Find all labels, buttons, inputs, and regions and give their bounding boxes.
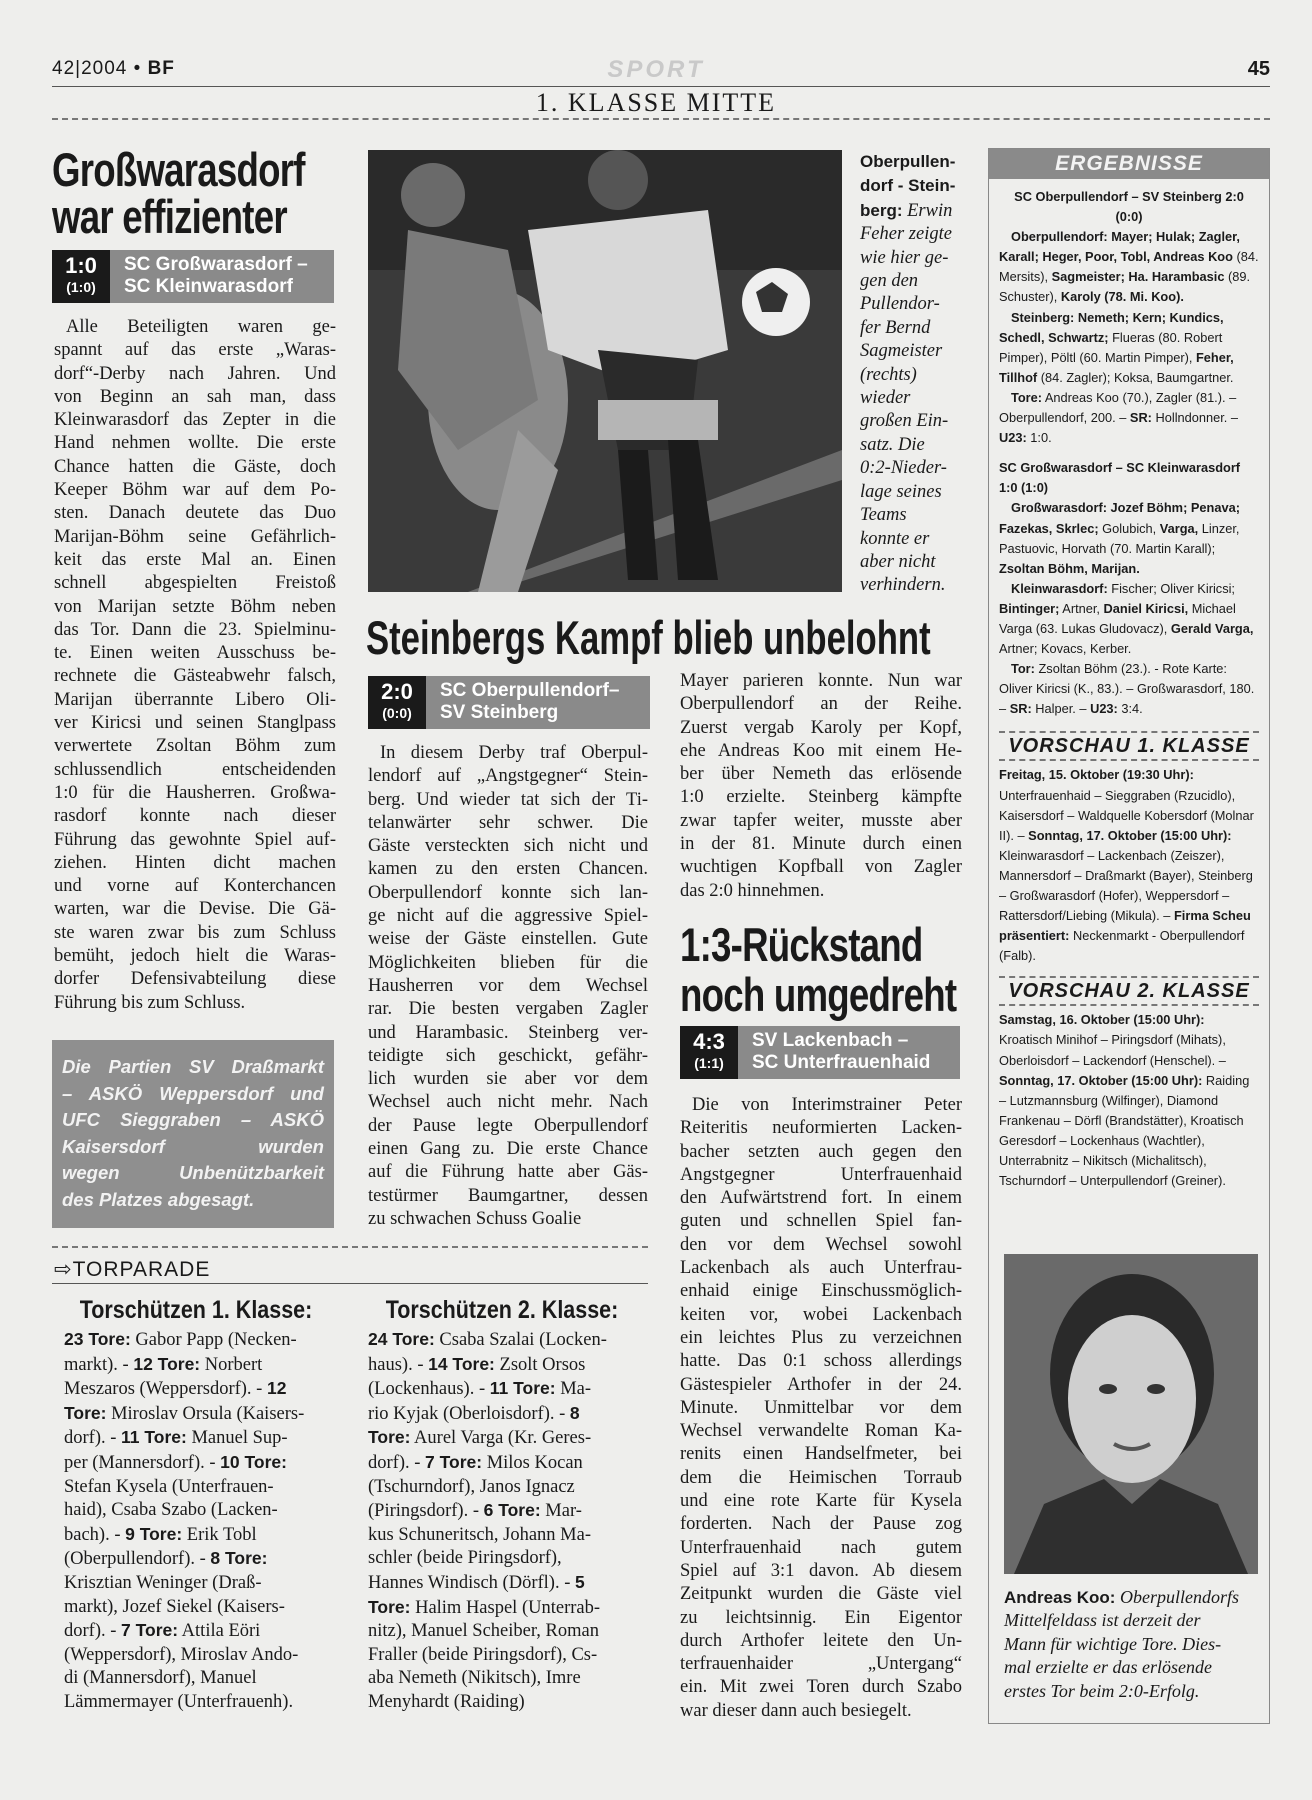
text-line: und eine rote Karte für Kysela (680, 1491, 962, 1512)
text-line: und vorne auf Konterchancen (54, 876, 336, 897)
text-line: ziehen. Hinten dicht machen (54, 852, 336, 873)
team-away: SC Kleinwarasdorf (124, 276, 293, 297)
article1-body (54, 316, 336, 1015)
paper-name: BF (147, 58, 175, 79)
text-line: in der 81. Minute durch einen (680, 834, 962, 855)
caption-line: verhindern. (860, 575, 946, 596)
caption-line: Oberpullendorfs (1115, 1587, 1239, 1607)
list-item: 23 Tore: Gabor Papp (Necken- (64, 1329, 297, 1350)
article3-scorebox (680, 1026, 960, 1079)
list-item: Stefan Kysela (Unterfrauen- (64, 1476, 274, 1497)
score: 2:0 (381, 679, 413, 704)
vorschau1-text (989, 761, 1269, 966)
team-home: SC Großwarasdorf – (124, 254, 308, 275)
article2-body-col1 (368, 742, 648, 1231)
caption-line: konnte er (860, 528, 930, 549)
text-line: den Aufwärtstrend fort. In einem (680, 1188, 962, 1209)
scorers-2-list (368, 1328, 652, 1715)
text-line: Die von Interimstrainer Peter (692, 1095, 962, 1115)
text-line: Keeper Böhm war auf dem Po- (54, 480, 336, 501)
fixtures: Freitag, 15. Oktober (19:30 Uhr): Unterfrauenhaid – Sieggraben (Rzucidlo), Kaisersdorf – Waldquelle Kobersdorf (Molnar II). – Sonntag, 17. Oktober (15:00 Uhr): Kleinwarasdorf – Lackenbach (Zeiszer), Mannersdorf – Draßmarkt (Bayer), Steinberg – Großwarasdorf (Hofer), Weppersdorf – Rattersdorf/Liebing (Mikula). – Firma Scheu präsentiert: Neckenmarkt - Oberpullendorf (Falb). (999, 767, 1254, 964)
halftime-score: (0:0) (382, 705, 412, 721)
text-line: ehe Andreas Koo mit einem He- (680, 740, 962, 761)
text-line: enhaid einige Einschussmöglich- (680, 1281, 962, 1302)
text-line: zu leichtsinnig. Ein Eigentor (680, 1607, 962, 1628)
torparade-rule (52, 1246, 648, 1248)
caption-lead-line: Oberpullen- (860, 152, 956, 171)
caption-line: Erwin (907, 200, 953, 221)
text-line: teidigte sich geschickt, gefähr- (368, 1045, 648, 1066)
text-line: war dieser dann auch besiegelt. (680, 1700, 912, 1721)
list-item: Fraller (beide Piringsdorf), Cs- (368, 1644, 598, 1665)
section-title: SPORT (607, 56, 705, 83)
text-line: dorfer Defensivabteilung diese (54, 969, 336, 990)
caption-line: mal erzielte er das erlösende (1004, 1657, 1212, 1678)
caption-line: gen den (860, 271, 919, 292)
team-home: SV Lackenbach – (752, 1030, 909, 1051)
portrait-photo (1004, 1254, 1258, 1574)
text-line: Marijan-Böhm seine Gefährlich- (54, 526, 336, 547)
header-dashed-rule (52, 118, 1270, 120)
team-home: SC Oberpullendorf– (440, 680, 620, 701)
text-line: terfrauenhaider „Untergang“ (680, 1654, 962, 1675)
text-line: von Marijan setzte Böhm neben (54, 596, 336, 617)
text-line: zu schwachen Schuss Goalie (368, 1208, 582, 1229)
article2-body-col2 (680, 670, 962, 903)
vorschau2-header: VORSCHAU 2. KLASSE (999, 976, 1259, 1006)
photo-caption (860, 150, 978, 598)
torparade-label (54, 1257, 210, 1282)
notice-line: UFC Sieggraben – ASKÖ (62, 1109, 324, 1130)
scorers-1-list (64, 1328, 348, 1715)
torparade-title: TORPARADE (72, 1258, 211, 1281)
text-line: kamen zu den ersten Chancen. (368, 859, 648, 880)
portrait-caption (1004, 1586, 1266, 1703)
results-text (989, 179, 1269, 719)
list-item: dorf). - 7 Tore: Attila Eöri (64, 1620, 261, 1642)
article1-headline (52, 143, 305, 243)
vorschau2-text (989, 1006, 1269, 1191)
text-line: Zuerst vergab Karoly per Kopf, (680, 717, 962, 738)
text-line: rar. Die besten vergaben Zagler (368, 999, 648, 1020)
list-item: di (Mannersdorf), Manuel (64, 1668, 257, 1689)
text-line: wuchtigen Kopfball von Zagler (680, 857, 962, 878)
text-line: ge nicht auf die aggressive Spiel- (368, 906, 648, 927)
header-rule (52, 86, 1270, 87)
lineup: Kleinwarasdorf: Fischer; Oliver Kiricsi; Bintinger; Artner, Daniel Kiricsi, Michael Varga (63. Lukas Gludovacz), Gerald Varga, Artner; Kovacs, Kerber. (999, 580, 1254, 657)
team-away: SV Steinberg (440, 702, 559, 723)
text-line: keiten vor, wobei Lackenbach (680, 1304, 962, 1325)
list-item: haus). - 14 Tore: Zsolt Orsos (368, 1353, 586, 1375)
text-line: spannt auf das erste „Waras- (54, 340, 336, 361)
list-item: (Tschurndorf), Janos Ignacz (368, 1476, 575, 1497)
list-item: Tore: Miroslav Orsula (Kaisers- (64, 1402, 305, 1424)
list-item: haid), Csaba Szabo (Lacken- (64, 1500, 278, 1521)
text-line: ste waren zwar bis zum Schluss (54, 922, 336, 943)
halftime-score: (1:0) (66, 279, 96, 295)
match-info: Tore: Andreas Koo (70.), Zagler (81.). – Oberpullendorf, 200. – SR: Hollndonner. – U23: 1:0. (999, 389, 1239, 446)
caption-line: erstes Tor beim 2:0-Erfolg. (1004, 1680, 1200, 1701)
text-line: schlussendlich entscheidenden (54, 759, 336, 780)
text-line: Unterfrauenhaid nach gutem (680, 1537, 962, 1558)
list-item: schler (beide Piringsdorf), (368, 1548, 562, 1569)
caption-line: fer Bernd (860, 317, 931, 338)
lineup: Großwarasdorf: Jozef Böhm; Penava; Fazekas, Skrlec; Golubich, Varga, Linzer, Pastuovic, Horvath (70. Martin Karall); Zsoltan Böhm, Marijan. (999, 500, 1240, 576)
text-line: Kleinwarasdorf das Zepter in die (54, 410, 336, 431)
text-line: sten. Danach deutete das Duo (54, 503, 336, 524)
text-line: rechnete die Gästeabwehr falsch, (54, 666, 336, 687)
headline-line: war effizienter (52, 190, 287, 243)
list-item: Meszaros (Weppersdorf). - 12 (64, 1378, 287, 1400)
caption-line: Mann für wichtige Tore. Dies- (1004, 1633, 1222, 1654)
list-item: (Oberpullendorf). - 8 Tore: (64, 1548, 268, 1570)
caption-line: Feher zeigte (860, 224, 952, 245)
text-line: forderten. Nach der Pause zog (680, 1514, 962, 1535)
score-cell (368, 676, 426, 729)
teams (426, 676, 619, 729)
list-item: markt), Jozef Siekel (Kaisers- (64, 1596, 285, 1617)
list-item: aba Nemeth (Nikitsch), Imre (368, 1668, 581, 1689)
text-line: ein. Mit zwei Toren durch Szabo (680, 1677, 962, 1698)
list-item: nitz), Manuel Scheiber, Roman (368, 1621, 599, 1642)
list-item: dorf). - 7 Tore: Milos Kocan (368, 1451, 583, 1473)
article2-scorebox (368, 676, 650, 729)
lineup: Oberpullendorf: Mayer; Hulak; Zagler, Karall; Heger, Poor, Tobl, Andreas Koo (84. Mersits), Sagmeister; Ha. Harambasic (89. Schuster), Karoly (78. Mi. Koo). (999, 229, 1259, 305)
notice-line: – ASKÖ Weppersdorf und (62, 1082, 324, 1104)
player-portrait-image (1004, 1254, 1258, 1574)
text-line: lich wurden sie aber vor dem (368, 1069, 648, 1090)
text-line: Alle Beteiligten waren ge- (66, 317, 336, 337)
text-line: Möglichkeiten blieben für die (368, 952, 648, 973)
score-cell (52, 250, 110, 303)
text-line: dem die Heimischen Torraub (680, 1467, 962, 1488)
article3-headline (680, 920, 956, 1021)
text-line: Hausherren vor dem Wechsel (368, 975, 648, 996)
text-line: lendorf auf „Angstgegner“ Stein- (368, 766, 648, 787)
text-line: ver Kiricsi und seinen Stanglpass (54, 713, 336, 734)
text-line: einen Gang zu. Die erste Chance (368, 1139, 648, 1160)
text-line: 1:0 erzielte. Steinberg kämpfte (680, 787, 962, 808)
text-line: von Beginn an sah man, dass (54, 386, 336, 407)
notice-text (62, 1054, 324, 1213)
issue-number: 42|2004 (52, 58, 128, 79)
text-line: telanwärter sehr schwer. Die (368, 812, 648, 833)
scorers-2-title: Torschützen 2. Klasse: (385, 1296, 619, 1324)
headline-line: 1:3-Rückstand (680, 918, 923, 971)
text-line: Führung das gewohnte Spiel auf- (54, 829, 336, 850)
text-line: Wechsel verwandelte Roman Ka- (680, 1421, 962, 1442)
text-line: hatte. Das 0:1 schoss allerdings (680, 1351, 962, 1372)
caption-line: (rechts) (860, 364, 917, 385)
scorers-1-title: Torschützen 1. Klasse: (79, 1296, 313, 1324)
caption-line: Sagmeister (860, 341, 943, 362)
list-item: Menyhardt (Raiding) (368, 1691, 525, 1712)
match-photo (368, 150, 842, 592)
text-line: der Pause legte Oberpullendorf (368, 1115, 648, 1136)
text-line: weise der Gäste einstellen. Gute (368, 929, 648, 950)
list-item: (Weppersdorf), Miroslav Ando- (64, 1644, 299, 1665)
result-title: SC Oberpullendorf – SV Steinberg 2:0 (0:0) (1014, 189, 1244, 225)
text-line: und Harambasic. Steinberg ver- (368, 1022, 648, 1043)
text-line: dorf“-Derby nach Jahren. Und (54, 363, 336, 384)
text-line: Zeitpunkt wurden die Gäste viel (680, 1584, 962, 1605)
text-line: bacher setzten auch gegen den (680, 1141, 962, 1162)
list-item: bach). - 9 Tore: Erik Tobl (64, 1523, 257, 1545)
notice-line: Die Partien SV Draßmarkt (62, 1056, 324, 1077)
text-line: Marijan überrannte Libero Oli- (54, 689, 336, 710)
caption-line: Pullendor- (860, 294, 940, 315)
team-away: SC Unterfrauenhaid (752, 1052, 931, 1073)
fixtures: Samstag, 16. Oktober (15:00 Uhr): Kroatisch Minihof – Piringsdorf (Mihats), Oberloisdorf – Lackendorf (Henschel). – Sonntag, 17. Oktober (15:00 Uhr): Raiding – Lutzmannsburg (Wilfinger), Diamond Frankenau – Dörfl (Brandstätter), Kroatisch Geresdorf – Lockenhaus (Wachtler), Unterrabnitz – Nikitsch (Michalitsch), Tschurndorf – Unterpullendorf (Greiner). (999, 1012, 1250, 1189)
arrow-icon: ⇨ (54, 1258, 73, 1281)
teams (110, 250, 308, 303)
text-line: warten, war die Devise. Die Gä- (54, 899, 336, 920)
text-line: guten und schnellen Spiel fan- (680, 1211, 962, 1232)
list-item: Hannes Windisch (Dörfl). - 5 (368, 1571, 585, 1593)
list-item: per (Mannersdorf). - 10 Tore: (64, 1451, 287, 1473)
text-line: rasdorf konnte nach dieser (54, 806, 336, 827)
score: 4:3 (693, 1029, 725, 1054)
text-line: zwar tapfer weiter, musste aber (680, 810, 962, 831)
football-players-image (368, 150, 842, 592)
text-line: Spiel auf 3:1 davon. Ab diesem (680, 1560, 962, 1581)
text-line: te. Einen weiten Ausschuss be- (54, 643, 336, 664)
text-line: durch Arthofer leitete den Un- (680, 1630, 962, 1651)
text-line: Mayer parieren konnte. Nun war (680, 671, 962, 691)
teams (738, 1026, 930, 1079)
score-cell (680, 1026, 738, 1079)
text-line: das 2:0 hinnehmen. (680, 880, 825, 901)
article2-headline: Steinbergs Kampf blieb unbelohnt (366, 611, 931, 664)
league-title: 1. KLASSE MITTE (535, 88, 777, 117)
text-line: Gästespieler Arthofer in der 24. (680, 1374, 962, 1395)
text-line: das Tor. Dann die 23. Spielminu- (54, 619, 336, 640)
caption-lead-line: berg: (860, 200, 903, 220)
list-item: rio Kyjak (Oberloisdorf). - 8 (368, 1402, 580, 1424)
text-line: renits einen Handselfmeter, bei (680, 1444, 962, 1465)
ergebnisse-header: ERGEBNISSE (989, 149, 1269, 179)
article3-body (680, 1094, 962, 1723)
caption-line: lage seines (860, 481, 942, 502)
caption-lead-line: dorf - Stein- (860, 176, 956, 196)
list-item: Tore: Halim Haspel (Unterrab- (368, 1596, 601, 1618)
text-line: Gäste versteckten sich nicht und (368, 836, 648, 857)
match-info: Tor: Zsoltan Böhm (23.). - Rote Karte: Oliver Kiricsi (K., 83.). – Großwarasdorf, 180. – SR: Halper. – U23: 3:4. (999, 661, 1255, 717)
text-line: 1:0 für die Hausherren. Großwa- (54, 782, 336, 803)
caption-line: wieder (860, 388, 911, 409)
text-line: Wechsel auch nicht mehr. Nach (368, 1092, 648, 1113)
caption-line: wie hier ge- (860, 247, 949, 268)
list-item: Krisztian Weninger (Draß- (64, 1572, 262, 1593)
list-item: 24 Tore: Csaba Szalai (Locken- (368, 1329, 607, 1350)
text-line: ein leichtes Plus zu verzeichnen (680, 1327, 962, 1348)
vorschau1-header: VORSCHAU 1. KLASSE (999, 731, 1259, 761)
text-line: Minute. Unmittelbar vor dem (680, 1397, 962, 1418)
torparade-underline (52, 1283, 648, 1284)
text-line: keit das erste Mal an. Einen (54, 549, 336, 570)
notice-line: Kaisersdorf wurden (62, 1135, 324, 1157)
text-line: schnell abgespielten Freistoß (54, 573, 336, 594)
text-line: Angstgegner Unterfrauenhaid (680, 1164, 962, 1185)
text-line: In diesem Derby traf Oberpul- (380, 743, 648, 763)
list-item: Tore: Aurel Varga (Kr. Geres- (368, 1427, 592, 1449)
header-bullet: • (133, 58, 142, 79)
caption-line: 0:2-Nieder- (860, 458, 947, 479)
score: 1:0 (65, 253, 97, 278)
text-line: Oberpullendorf an der Reihe. (680, 694, 962, 715)
list-item: (Lockenhaus). - 11 Tore: Ma- (368, 1378, 592, 1400)
text-line: Reiteritis neuformierten Lacken- (680, 1118, 962, 1139)
text-line: Hand nehmen wollte. Die erste (54, 433, 336, 454)
headline-line: Großwarasdorf (52, 143, 305, 196)
text-line: Lackenbach als auch Unterfrau- (680, 1258, 962, 1279)
halftime-score: (1:1) (694, 1055, 724, 1071)
text-line: verwertete Zsoltan Böhm zum (54, 736, 336, 757)
text-line: auf die Führung hatte aber Gäs- (368, 1162, 648, 1183)
text-line: Oberpullendorf konnte sich lan- (368, 882, 648, 903)
text-line: berg. Und wieder tat sich der Ti- (368, 789, 648, 810)
caption-line: großen Ein- (860, 411, 949, 432)
notice-line: wegen Unbenützbarkeit (62, 1162, 324, 1183)
caption-line: Mittelfeldass ist derzeit der (1004, 1610, 1201, 1631)
headline-line: noch umgedreht (680, 968, 957, 1022)
text-line: bemüht, jedoch hielt die Waras- (54, 946, 336, 967)
text-line: ber über Nemeth das erlösende (680, 764, 962, 785)
text-line: Führung bis zum Schluss. (54, 992, 246, 1013)
caption-name: Andreas Koo: (1004, 1588, 1116, 1607)
list-item: Lämmermayer (Unterfrauenh). (64, 1691, 294, 1712)
text-line: den vor dem Wechsel sowohl (680, 1234, 962, 1255)
cancellation-notice (52, 1040, 334, 1228)
caption-text (860, 201, 952, 596)
caption-line: Teams (860, 505, 907, 526)
result-title: SC Großwarasdorf – SC Kleinwarasdorf 1:0 (1:0) (999, 460, 1241, 496)
list-item: markt). - 12 Tore: Norbert (64, 1353, 263, 1375)
caption-line: satz. Die (860, 434, 925, 455)
article1-scorebox (52, 250, 334, 303)
list-item: dorf). - 11 Tore: Manuel Sup- (64, 1427, 288, 1449)
caption-line: aber nicht (860, 551, 936, 572)
text-line: Chance hatten die Gäste, doch (54, 456, 336, 477)
list-item: kus Schuneritsch, Johann Ma- (368, 1524, 591, 1545)
lineup: Steinberg: Nemeth; Kern; Kundics, Schedl, Schwartz; Flueras (80. Robert Pimper), Pöltl (60. Martin Pimper), Feher, Tillhof (84. Zagler); Koksa, Baumgartner. (999, 309, 1234, 385)
list-item: (Piringsdorf). - 6 Tore: Mar- (368, 1500, 582, 1522)
text-line: testürmer Baumgartner, dessen (368, 1185, 648, 1206)
page-number: 45 (1247, 58, 1270, 80)
notice-line: des Platzes abgesagt. (62, 1188, 255, 1210)
